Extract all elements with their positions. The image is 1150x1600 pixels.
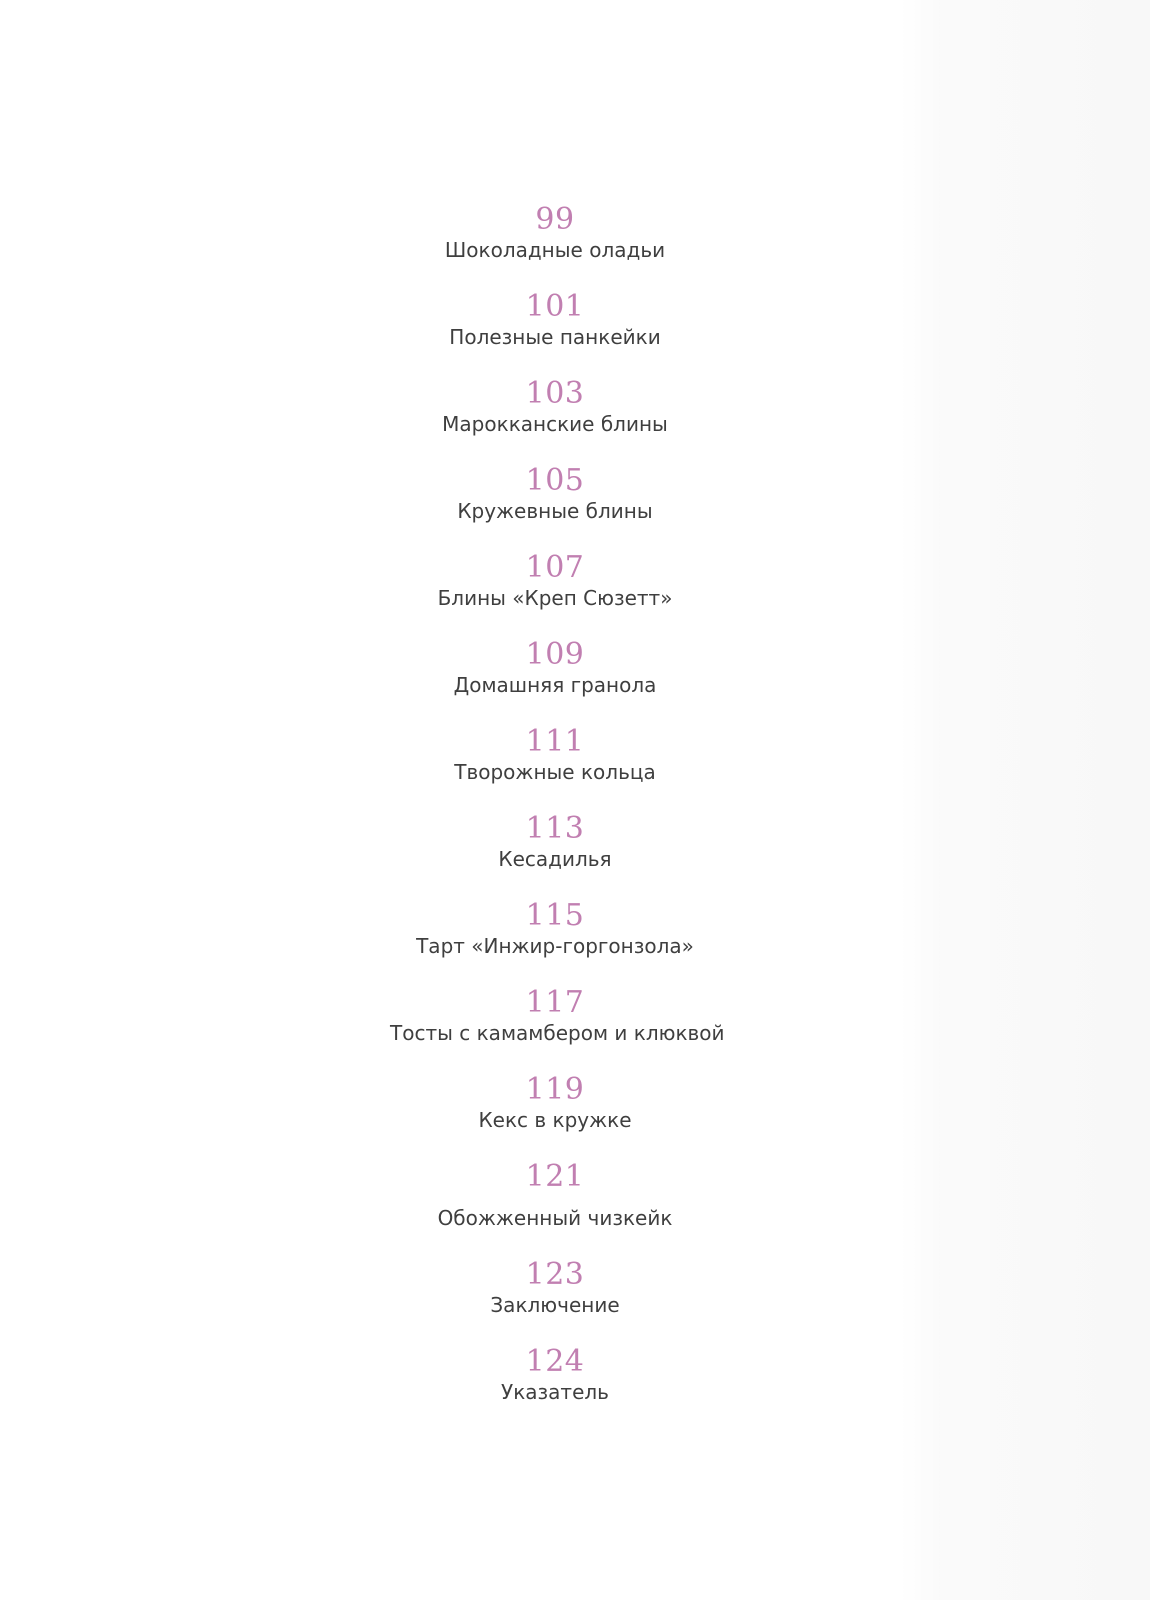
toc-page-number: 109: [525, 637, 585, 672]
toc-page-number: 105: [525, 463, 585, 498]
toc-entry-title: Заключение: [490, 1293, 620, 1317]
toc-page-number: 123: [525, 1257, 585, 1292]
page-edge-shading: [900, 0, 1150, 1600]
toc-page-number: 113: [525, 811, 585, 846]
toc-page-number: 117: [525, 985, 585, 1020]
toc-entry: [390, 1160, 720, 1258]
toc-entry: [390, 985, 725, 1073]
toc-entry: [390, 551, 720, 638]
toc-entry: [390, 812, 720, 899]
toc-entry-title: Тосты с камамбером и клюквой: [390, 1021, 725, 1045]
toc-entry-title: Домашняя гранола: [453, 673, 657, 697]
toc-page-number: 124: [525, 1344, 585, 1379]
toc-entry: [390, 1345, 720, 1432]
table-of-contents: [390, 202, 725, 1432]
toc-page-number: 115: [525, 898, 585, 933]
toc-entry-title: Кружевные блины: [457, 499, 653, 523]
toc-entry-title: Шоколадные оладьи: [444, 238, 666, 262]
toc-page-number: 107: [525, 550, 585, 585]
toc-page-number: 103: [525, 376, 585, 411]
toc-entry: [390, 899, 720, 986]
toc-page-number: 121: [525, 1159, 585, 1194]
toc-entry: [390, 638, 720, 725]
toc-entry-title: Тарт «Инжир-горгонзола»: [416, 934, 694, 958]
toc-entry: [390, 464, 720, 551]
toc-entry-title: Обожженный чизкейк: [437, 1206, 673, 1230]
toc-entry: [390, 377, 720, 464]
toc-page-number: 99: [535, 202, 575, 237]
toc-entry: [390, 290, 720, 377]
toc-entry: [390, 725, 720, 812]
toc-entry: [390, 1258, 720, 1345]
toc-entry-title: Творожные кольца: [454, 760, 656, 784]
toc-entry: [390, 203, 720, 290]
toc-entry-title: Кекс в кружке: [478, 1108, 632, 1132]
toc-page-number: 101: [525, 289, 585, 324]
toc-entry-title: Полезные панкейки: [449, 325, 661, 349]
toc-entry-title: Кесадилья: [498, 847, 612, 871]
toc-page-number: 119: [525, 1072, 585, 1107]
toc-entry-title: Указатель: [501, 1380, 609, 1404]
toc-page-number: 111: [525, 724, 585, 759]
toc-entry: [390, 1073, 720, 1160]
toc-entry-title: Блины «Креп Сюзетт»: [437, 586, 673, 610]
toc-entry-title: Марокканские блины: [442, 412, 668, 436]
